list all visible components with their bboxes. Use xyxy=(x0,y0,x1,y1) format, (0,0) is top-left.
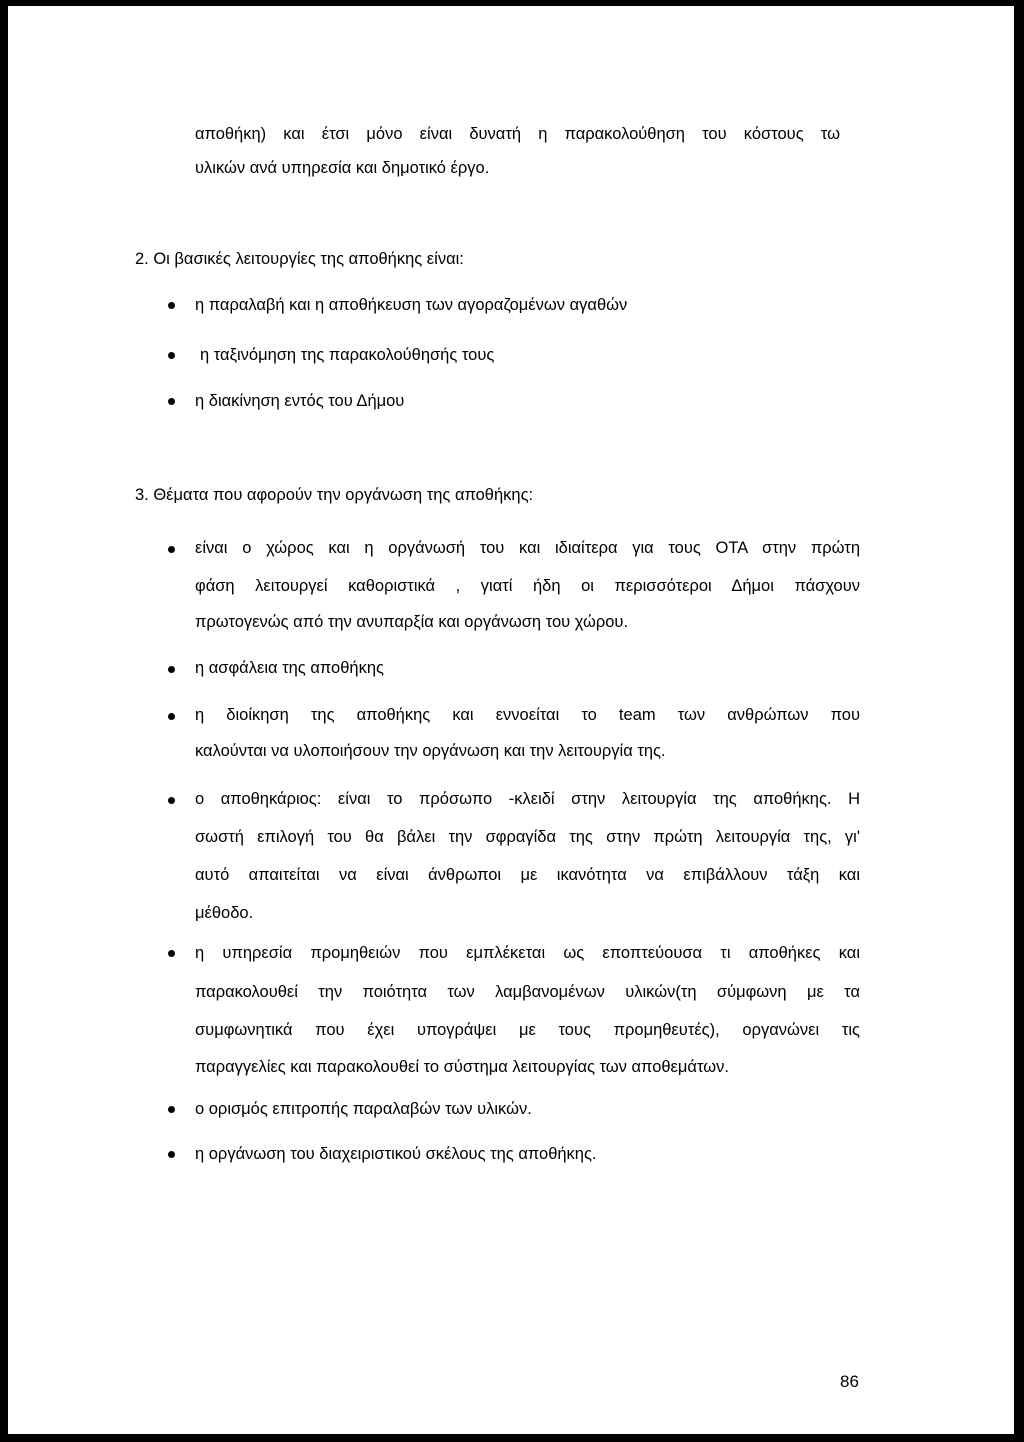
bullet-icon xyxy=(168,302,175,309)
section-3-item-4-line-4: μέθοδο. xyxy=(195,904,254,922)
bullet-icon xyxy=(168,1106,175,1113)
section-3-item-1-line-3: πρωτογενώς από την ανυπαρξία και οργάνωση του χώρου. xyxy=(195,613,629,631)
section-3-item-5-line-3: συμφωνητικά που έχει υπογράψει με τους προμηθευτές), οργανώνει τις xyxy=(195,1021,860,1039)
section-3-item-5-line-1: η υπηρεσία προμηθειών που εμπλέκεται ως εποπτεύουσα τι αποθήκες και xyxy=(195,944,860,962)
section-3-item-7-line-1: η οργάνωση του διαχειριστικού σκέλους της αποθήκης. xyxy=(195,1145,597,1163)
section-2-item-2: η ταξινόμηση της παρακολούθησής τους xyxy=(200,346,495,364)
section-3-item-4-line-1: ο αποθηκάριος: είναι το πρόσωπο -κλειδί στην λειτουργία της αποθήκης. Η xyxy=(195,790,860,808)
document-page xyxy=(8,6,1014,1434)
bullet-icon xyxy=(168,950,175,957)
bullet-icon xyxy=(168,546,175,553)
intro-line-1: αποθήκη) και έτσι μόνο είναι δυνατή η παρακολούθηση του κόστους τω xyxy=(195,125,840,143)
bullet-icon xyxy=(168,1151,175,1158)
page-number: 86 xyxy=(840,1372,859,1391)
section-3-item-3-line-2: καλούνται να υλοποιήσουν την οργάνωση και την λειτουργία της. xyxy=(195,742,666,760)
bullet-icon xyxy=(168,398,175,405)
section-3-item-4-line-3: αυτό απαιτείται να είναι άνθρωποι με ικανότητα να επιβάλλουν τάξη και xyxy=(195,866,860,884)
bullet-icon xyxy=(168,797,175,804)
section-3-item-1-line-2: φάση λειτουργεί καθοριστικά , γιατί ήδη οι περισσότεροι Δήμοι πάσχουν xyxy=(195,577,860,595)
bullet-icon xyxy=(168,666,175,673)
section-3-item-5-line-2: παρακολουθεί την ποιότητα των λαμβανομένων υλικών(τη σύμφωνη με τα xyxy=(195,983,860,1001)
section-2-item-3: η διακίνηση εντός του Δήμου xyxy=(195,392,405,410)
section-3-item-2-line-1: η ασφάλεια της αποθήκης xyxy=(195,659,384,677)
section-3-item-1-line-1: είναι ο χώρος και η οργάνωσή του και ιδιαίτερα για τους ΟΤΑ στην πρώτη xyxy=(195,539,860,557)
section-3-item-5-line-4: παραγγελίες και παρακολουθεί το σύστημα λειτουργίας των αποθεμάτων. xyxy=(195,1058,729,1076)
section-3-item-4-line-2: σωστή επιλογή του θα βάλει την σφραγίδα της στην πρώτη λειτουργία της, γι' xyxy=(195,828,860,846)
section-3-item-3-line-1: η διοίκηση της αποθήκης και εννοείται το team των ανθρώπων που xyxy=(195,706,860,724)
intro-line-2: υλικών ανά υπηρεσία και δημοτικό έργο. xyxy=(195,159,490,177)
bullet-icon xyxy=(168,713,175,720)
section-2-item-1: η παραλαβή και η αποθήκευση των αγοραζομένων αγαθών xyxy=(195,296,628,314)
bullet-icon xyxy=(168,352,175,359)
section-2-heading: 2. Οι βασικές λειτουργίες της αποθήκης είναι: xyxy=(135,250,464,268)
section-3-item-6-line-1: ο ορισμός επιτροπής παραλαβών των υλικών. xyxy=(195,1100,532,1118)
section-3-heading: 3. Θέματα που αφορούν την οργάνωση της αποθήκης: xyxy=(135,486,534,504)
